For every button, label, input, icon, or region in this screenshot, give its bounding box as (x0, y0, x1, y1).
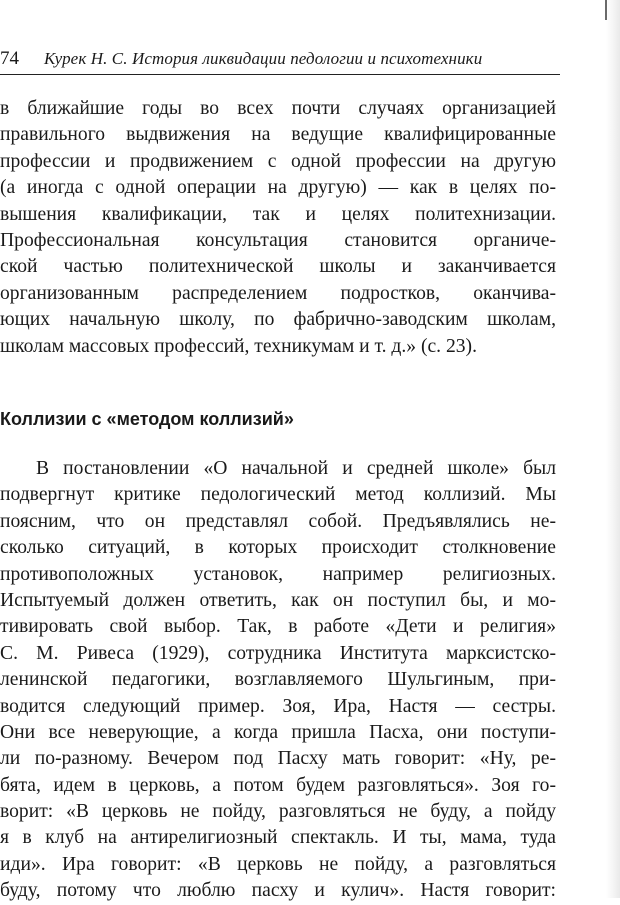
paragraph-2 (0, 456, 556, 905)
page-number: 74 (0, 48, 19, 69)
text-line: С. М. Ривеса (1929), сотрудника Института марксистско- (0, 642, 556, 664)
text-line: ской частью политехнической школы и заканчивается (0, 256, 556, 278)
text-line: В постановлении «О начальной и средней школе» был (36, 458, 556, 479)
running-head-title: Курек Н. С. История ликвидации педологии и психотехники (44, 49, 483, 68)
text-line: в ближайшие годы во всех почти случаях организацией (0, 98, 556, 119)
page-edge-shadow (606, 0, 620, 898)
text-line: противоположных установок, например религиозных. (0, 563, 556, 585)
text-line: поясним, что он представлял собой. Предъявлялись не- (0, 510, 556, 532)
text-line: ворит: «В церковь не пойду, разговляться не буду, а пойду (0, 801, 556, 823)
text-line: сколько ситуаций, в которых происходит столкновение (0, 537, 556, 559)
text-line: Испытуемый должен ответить, как он поступил бы, и мо- (0, 589, 556, 611)
text-line: ленинской педагогики, возглавляемого Шульгиным, при- (0, 669, 556, 691)
text-line: правильного выдвижения на ведущие квалифицированные (0, 124, 556, 146)
text-line: Профессиональная консультация становится органиче- (0, 229, 556, 251)
text-line: я в клуб на антирелигиозный спектакль. И ты, мама, туда (0, 827, 556, 849)
text-line: тивировать свой выбор. Так, в работе «Дети и религия» (0, 616, 556, 638)
text-line: ющих начальную школу, по фабрично-заводским школам, (0, 309, 556, 331)
text-line: Они все неверующие, а когда пришла Пасха, они поступи- (0, 721, 556, 743)
text-line: школам массовых профессий, техникумам и т. д.» (с. 23). (0, 335, 477, 357)
page-edge-mark (605, 0, 607, 20)
paragraph-1 (0, 96, 556, 360)
text-line: вышения квалификации, так и целях политехнизации. (0, 203, 556, 225)
text-line: организованным распределением подростков, оканчива- (0, 282, 556, 304)
text-line: бята, идем в церковь, а потом будем разговляться». Зоя го- (0, 774, 556, 796)
text-line: профессии и продвижением с одной профессии на другую (0, 150, 556, 172)
section-heading: Коллизии с «методом коллизий» (0, 409, 294, 429)
text-line: водится следующий пример. Зоя, Ира, Настя — сестры. (0, 695, 556, 717)
text-line: (а иногда с одной операции на другую) — как в целях по- (0, 177, 556, 199)
text-line: иди». Ира говорит: «В церковь не пойду, а разговляться (0, 853, 556, 875)
running-head (0, 46, 560, 75)
text-line: буду, потому что люблю пасху и кулич». Настя говорит: (0, 880, 556, 902)
text-line: ли по-разному. Вечером под Пасху мать говорит: «Ну, ре- (0, 748, 556, 770)
text-line: подвергнут критике педологический метод коллизий. Мы (0, 484, 556, 506)
